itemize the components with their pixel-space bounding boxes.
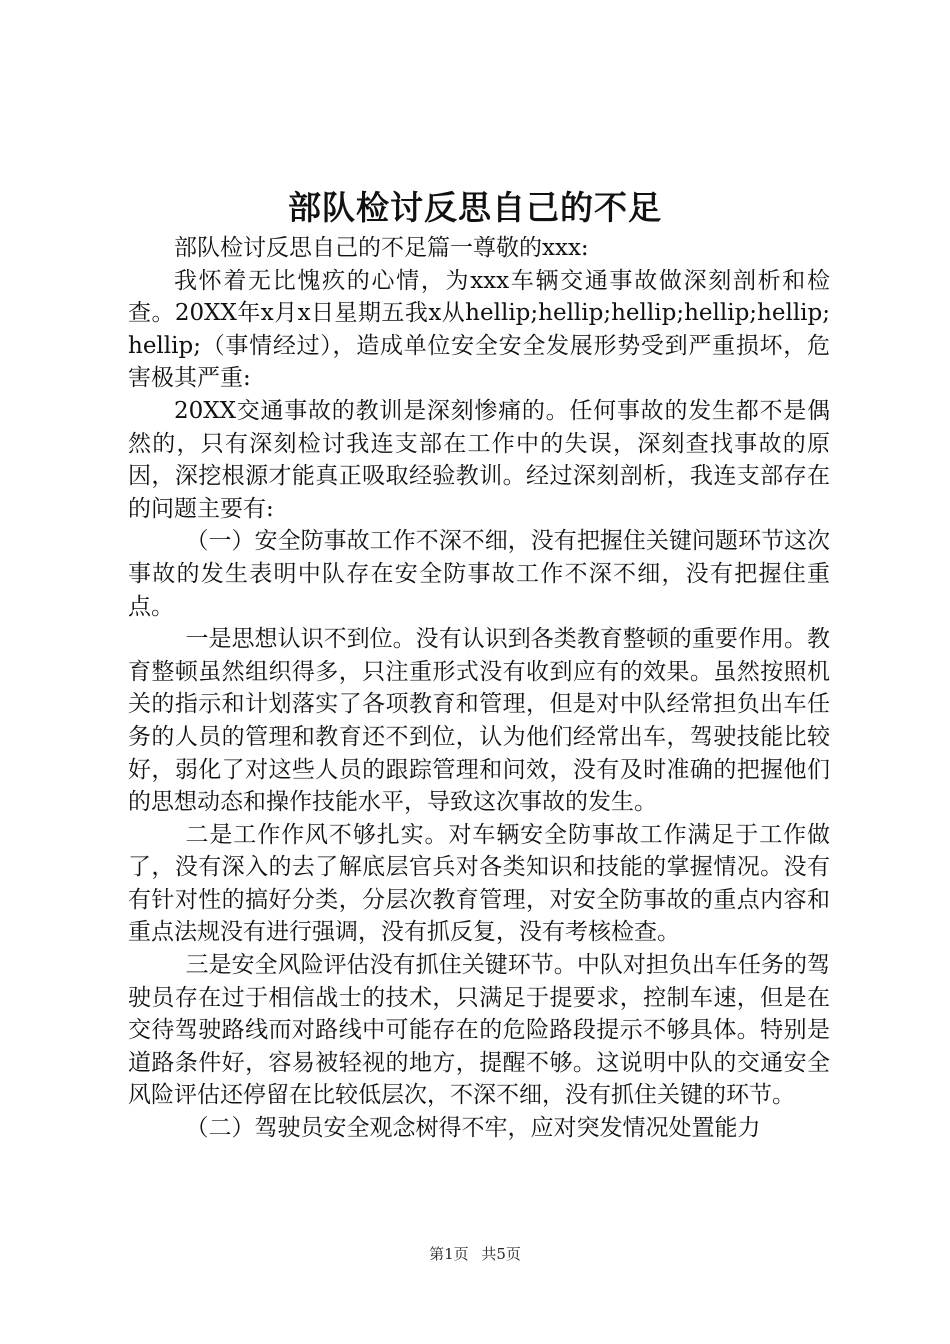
- paragraph-intro: 我怀着无比愧疚的心情，为xxx车辆交通事故做深刻剖析和检查。20XX年x月x日星期五我x从hellip;hellip;hellip;hellip;hellip;hellip;（事情经过），造成单位安全安全发展形势受到严重损坏，危害极其严重:: [128, 267, 830, 392]
- document-title: 部队检讨反思自己的不足: [288, 188, 662, 227]
- paragraph-point-3: 三是安全风险评估没有抓住关键环节。中队对担负出车任务的驾驶员存在过于相信战士的技术，只满足于提要求，控制车速，但是在交待驾驶路线而对路线中可能存在的危险路段提示不够具体。特别是道路条件好，容易被轻视的地方，提醒不够。这说明中队的交通安全风险评估还停留在比较低层次，不深不细，没有抓住关键的环节。: [128, 952, 830, 1109]
- document-body: [128, 232, 830, 1145]
- page-number: 第1页: [429, 1245, 469, 1263]
- page-footer: [0, 1244, 950, 1264]
- paragraph-point-2: 二是工作作风不够扎实。对车辆安全防事故工作满足于工作做了，没有深入的去了解底层官兵对各类知识和技能的掌握情况。没有有针对性的搞好分类，分层次教育管理，对安全防事故的重点内容和重点法规没有进行强调，没有抓反复，没有考核检查。: [128, 821, 830, 946]
- paragraph-point-1: 一是思想认识不到位。没有认识到各类教育整顿的重要作用。教育整顿虽然组织得多，只注重形式没有收到应有的效果。虽然按照机关的指示和计划落实了各项教育和管理，但是对中队经常担负出车任务的人员的管理和教育还不到位，认为他们经常出车，驾驶技能比较好，弱化了对这些人员的跟踪管理和问效，没有及时准确的把握他们的思想动态和操作技能水平，导致这次事故的发生。: [128, 626, 830, 816]
- paragraph-section-2: （二）驾驶员安全观念树得不牢，应对突发情况处置能力: [185, 1115, 761, 1142]
- paragraph-section-1: （一）安全防事故工作不深不细，没有把握住关键问题环节这次事故的发生表明中队存在安全防事故工作不深不细，没有把握住重点。: [128, 528, 830, 620]
- page-total: 共5页: [481, 1245, 521, 1263]
- paragraph-greeting: 部队检讨反思自己的不足篇一尊敬的xxx:: [174, 235, 589, 261]
- paragraph-lesson: 20XX交通事故的教训是深刻惨痛的。任何事故的发生都不是偶然的，只有深刻检讨我连支部在工作中的失误，深刻查找事故的原因，深挖根源才能真正吸取经验教训。经过深刻剖析，我连支部存在的问题主要有:: [128, 397, 830, 522]
